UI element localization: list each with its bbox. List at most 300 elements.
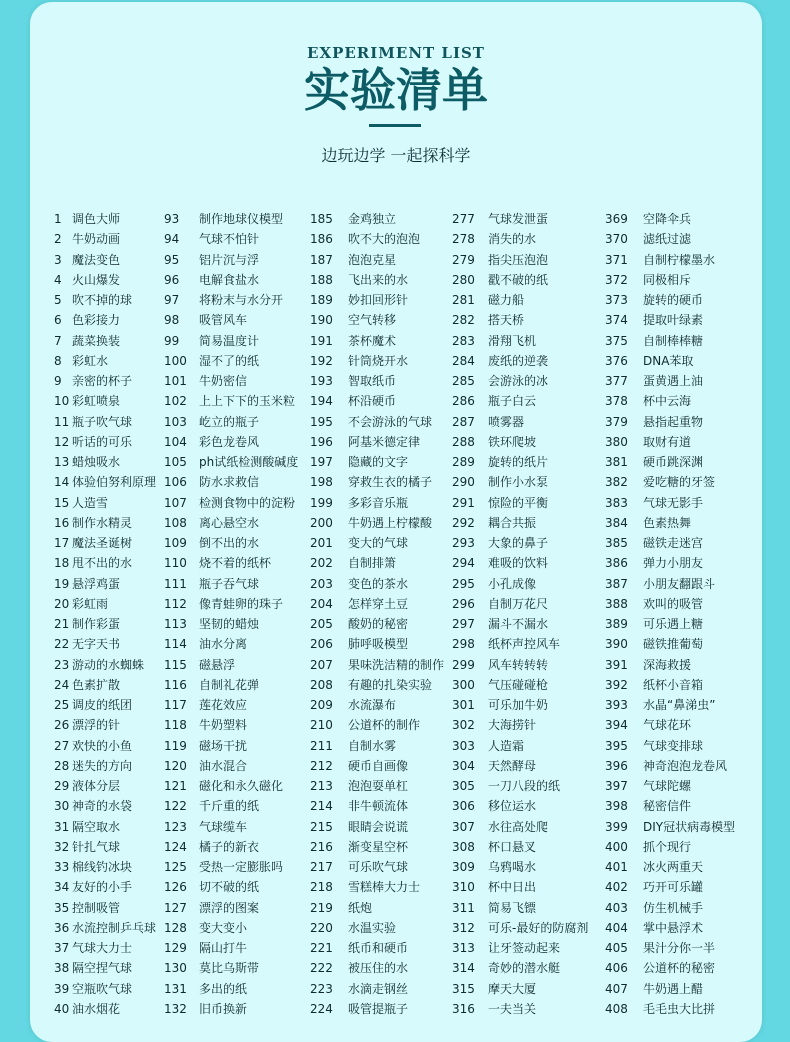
experiment-number: 202 [310,556,333,571]
experiment-number: 372 [605,272,628,287]
experiment-name: 制作地球仪模型 [199,212,284,226]
list-item [605,553,735,573]
experiment-number: 11 [54,414,70,429]
experiment-number: 299 [452,657,475,672]
list-item [310,675,444,695]
list-item [164,715,298,735]
experiment-name: 牛奶遇上柠檬酸 [348,515,433,530]
experiment-number: 385 [605,536,628,550]
experiment-number: 379 [605,414,628,429]
experiment-name: 牛奶动画 [72,232,121,247]
experiment-name: 铝片沉与浮 [199,252,260,267]
list-item [452,391,588,411]
list-item [164,310,298,330]
experiment-name: 奇妙的潜水艇 [488,961,561,976]
experiment-number: 223 [310,981,333,996]
page-title: 实验清单 [304,63,488,117]
experiment-name: 魔法圣诞树 [72,536,133,550]
list-item [310,979,444,999]
experiment-name: 旋转的硬币 [643,293,704,307]
experiment-name: 棉线钓冰块 [72,860,133,874]
list-item [310,371,444,391]
experiment-number: 31 [54,819,70,834]
experiment-name: 可乐-最好的防腐剂 [488,920,589,935]
experiment-number: 105 [164,455,187,469]
experiment-number: 22 [54,637,70,652]
experiment-column-2 [164,209,298,1019]
list-item [54,817,156,837]
list-item [54,229,156,249]
experiment-number: 391 [605,657,628,672]
list-item [54,574,156,594]
experiment-number: 381 [605,455,628,469]
experiment-name: 自制棒棒糖 [643,333,704,348]
experiment-number: 112 [164,596,187,611]
list-item [452,857,588,877]
list-item [164,918,298,938]
experiment-name: 飞出来的水 [348,272,409,287]
experiment-number: 13 [54,455,70,469]
experiment-number: 185 [310,212,333,226]
list-item [452,655,588,675]
experiment-number: 208 [310,677,333,692]
experiment-number: 302 [452,718,475,733]
experiment-number: 94 [164,232,180,247]
experiment-name: 针筒烧开水 [348,353,409,368]
experiment-number: 110 [164,556,187,571]
experiment-name: 消失的水 [488,232,537,247]
experiment-number: 191 [310,333,333,348]
experiment-name: 受热一定膨胀吗 [199,860,284,874]
experiment-number: 218 [310,880,333,895]
experiment-name: 取财有道 [643,434,692,449]
experiment-list-card [30,2,762,1042]
experiment-name: 旧币换新 [199,1001,248,1016]
experiment-number: 113 [164,617,187,631]
experiment-column-5 [605,209,735,1019]
experiment-name: 检测食物中的淀粉 [199,495,296,510]
experiment-name: 气球花环 [643,718,692,733]
experiment-number: 18 [54,556,70,571]
list-item [605,351,735,371]
experiment-name: 吹不掉的球 [72,293,133,307]
list-item [164,493,298,513]
experiment-number: 114 [164,637,187,652]
experiment-name: 磁铁推葡萄 [643,637,704,652]
list-item [452,594,588,614]
experiment-number: 3 [54,252,62,267]
experiment-name: 巧开可乐罐 [643,880,704,895]
experiment-name: 杯口悬叉 [488,839,537,854]
list-item [310,493,444,513]
experiment-number: 16 [54,515,70,530]
experiment-name: 倒不出的水 [199,536,260,550]
list-item [452,979,588,999]
experiment-name: DNA苯取 [643,353,694,368]
list-item [164,877,298,897]
experiment-name: 果味洗洁精的制作 [348,657,445,672]
list-item [164,229,298,249]
experiment-number: 303 [452,738,475,753]
list-item [605,290,735,310]
experiment-number: 280 [452,272,475,287]
experiment-number: 96 [164,272,180,287]
list-item [164,857,298,877]
list-item [605,999,735,1019]
list-item [54,432,156,452]
experiment-number: 392 [605,677,628,692]
list-item [54,796,156,816]
list-item [54,938,156,958]
experiment-number: 283 [452,333,475,348]
experiment-name: 吸管风车 [199,313,248,328]
list-item [54,837,156,857]
list-item [54,756,156,776]
list-item [452,675,588,695]
experiment-number: 371 [605,252,628,267]
list-item [605,979,735,999]
experiment-number: 216 [310,839,333,854]
experiment-number: 297 [452,617,475,631]
experiment-number: 100 [164,353,187,368]
experiment-name: 切不破的纸 [199,880,260,895]
experiment-number: 7 [54,333,62,348]
experiment-number: 400 [605,839,628,854]
experiment-number: 38 [54,961,70,976]
experiment-number: 382 [605,475,628,490]
experiment-name: 多出的纸 [199,981,248,996]
list-item [605,493,735,513]
experiment-number: 9 [54,374,62,388]
experiment-number: 314 [452,961,475,976]
list-item [310,331,444,351]
list-item [54,655,156,675]
experiment-number: 124 [164,839,187,854]
experiment-number: 128 [164,920,187,935]
list-item [54,209,156,229]
experiment-name: 气球陀螺 [643,779,692,793]
list-item [54,331,156,351]
experiment-name: 掌中悬浮术 [643,920,704,935]
experiment-name: 难吸的饮料 [488,556,549,571]
experiment-name: 神奇的水袋 [72,799,133,814]
experiment-number: 393 [605,698,628,712]
experiment-name: 智取纸币 [348,374,397,388]
experiment-name: 针扎气球 [72,839,121,854]
list-item [310,877,444,897]
experiment-name: 悬指起重物 [643,414,704,429]
experiment-number: 383 [605,495,628,510]
experiment-name: 抓个现行 [643,839,692,854]
experiment-number: 37 [54,941,70,955]
experiment-number: 406 [605,961,628,976]
experiment-number: 15 [54,495,70,510]
experiment-name: 油水混合 [199,758,248,773]
experiment-number: 129 [164,941,187,955]
experiment-number: 12 [54,434,70,449]
list-item [310,918,444,938]
experiment-name: 控制吸管 [72,900,121,915]
experiment-name: 杯中日出 [488,880,537,895]
list-item [605,857,735,877]
experiment-name: 气球不怕针 [199,232,260,247]
list-item [310,898,444,918]
experiment-name: 简易温度计 [199,333,260,348]
experiment-number: 107 [164,495,187,510]
experiment-name: 提取叶绿素 [643,313,704,328]
experiment-name: 像青蛙卵的珠子 [199,596,284,611]
experiment-number: 99 [164,333,180,348]
list-item [54,391,156,411]
experiment-number: 404 [605,920,628,935]
experiment-number: 28 [54,758,70,773]
experiment-name: 磁铁走迷宫 [643,536,704,550]
experiment-number: 307 [452,819,475,834]
experiment-name: 色彩接力 [72,313,121,328]
experiment-number: 207 [310,657,333,672]
experiment-name: ph试纸检测酸碱度 [199,455,299,469]
experiment-number: 289 [452,455,475,469]
experiment-number: 118 [164,718,187,733]
experiment-name: 屹立的瓶子 [199,414,260,429]
experiment-name: 油水分离 [199,637,248,652]
list-item [452,574,588,594]
experiment-number: 123 [164,819,187,834]
experiment-name: 隔空捏气球 [72,961,133,976]
experiment-number: 102 [164,394,187,409]
experiment-number: 312 [452,920,475,935]
experiment-number: 98 [164,313,180,328]
experiment-name: 人造霜 [488,738,525,753]
experiment-name: 乌鸦喝水 [488,860,537,874]
experiment-name: 磁力船 [488,293,525,307]
list-item [164,979,298,999]
experiment-name: 同极相斥 [643,272,692,287]
experiment-number: 27 [54,738,70,753]
list-item [605,331,735,351]
list-item [452,898,588,918]
experiment-number: 131 [164,981,187,996]
experiment-name: 彩虹水 [72,353,109,368]
list-item [605,452,735,472]
experiment-number: 2 [54,232,62,247]
experiment-name: 欢快的小鱼 [72,738,133,753]
experiment-number: 108 [164,515,187,530]
experiment-name: 莫比乌斯带 [199,961,260,976]
experiment-name: 油水烟花 [72,1001,121,1016]
experiment-name: 风车转转转 [488,657,549,672]
list-item [605,756,735,776]
experiment-name: 废纸的逆袭 [488,353,549,368]
experiment-name: 游动的水蜘蛛 [72,657,145,672]
list-item [452,553,588,573]
experiment-name: 滑翔飞机 [488,333,537,348]
experiment-name: 不会游泳的气球 [348,414,433,429]
experiment-number: 186 [310,232,333,247]
experiment-number: 310 [452,880,475,895]
list-item [310,391,444,411]
list-item [605,776,735,796]
experiment-number: 36 [54,920,70,935]
list-item [452,371,588,391]
experiment-name: 气球缆车 [199,819,248,834]
experiment-name: 水往高处爬 [488,819,549,834]
experiment-number: 316 [452,1001,475,1016]
experiment-name: 烧不着的纸杯 [199,556,272,571]
list-item [310,756,444,776]
list-item [54,351,156,371]
experiment-name: 小孔成像 [488,576,537,591]
experiment-number: 121 [164,779,187,793]
experiment-name: 戳不破的纸 [488,272,549,287]
list-item [452,796,588,816]
experiment-number: 204 [310,596,333,611]
list-item [605,715,735,735]
experiment-number: 311 [452,900,475,915]
experiment-name: 自制柠檬墨水 [643,252,716,267]
list-item [310,634,444,654]
list-item [605,412,735,432]
list-item [605,837,735,857]
experiment-name: 牛奶遇上醋 [643,981,704,996]
experiment-name: 防水求救信 [199,475,260,490]
experiment-number: 290 [452,475,475,490]
experiment-number: 224 [310,1001,333,1016]
list-item [54,493,156,513]
list-item [452,533,588,553]
experiment-name: 深海救援 [643,657,692,672]
experiment-name: 弹力小朋友 [643,556,704,571]
experiment-number: 277 [452,212,475,226]
experiment-name: 千斤重的纸 [199,799,260,814]
experiment-number: 279 [452,252,475,267]
list-item [605,391,735,411]
experiment-name: 人造雪 [72,495,109,510]
experiment-name: 上上下下的玉米粒 [199,394,296,409]
experiment-number: 192 [310,353,333,368]
list-item [452,837,588,857]
experiment-name: 眼睛会说谎 [348,819,409,834]
experiment-name: 水流控制乒乓球 [72,920,157,935]
experiment-number: 214 [310,799,333,814]
experiment-number: 395 [605,738,628,753]
list-item [310,837,444,857]
experiment-number: 189 [310,293,333,307]
experiment-name: 水温实验 [348,920,397,935]
list-item [452,250,588,270]
experiment-number: 215 [310,819,333,834]
experiment-name: 将粉末与水分开 [199,293,284,307]
experiment-number: 387 [605,576,628,591]
experiment-number: 384 [605,515,628,530]
experiment-name: 自制水雾 [348,738,397,753]
list-item [164,675,298,695]
list-item [605,594,735,614]
list-item [54,553,156,573]
list-item [310,250,444,270]
experiment-name: 泡泡耍单杠 [348,779,409,793]
experiment-name: 可乐加牛奶 [488,698,549,712]
experiment-name: 纸杯小音箱 [643,677,704,692]
experiment-number: 125 [164,860,187,874]
list-item [310,776,444,796]
experiment-name: 瓶子白云 [488,394,537,409]
list-item [164,594,298,614]
list-item [164,817,298,837]
experiment-name: 让牙签动起来 [488,941,561,955]
experiment-name: 穿救生衣的橘子 [348,475,433,490]
list-item [605,695,735,715]
experiment-name: 泡泡克星 [348,252,397,267]
experiment-number: 198 [310,475,333,490]
experiment-column-4 [452,209,588,1019]
experiment-name: 磁化和永久磁化 [199,779,284,793]
subtitle: 边玩边学 一起探科学 [321,146,471,165]
experiment-number: 285 [452,374,475,388]
list-item [54,614,156,634]
experiment-number: 5 [54,293,62,307]
list-item [605,533,735,553]
experiment-name: 变色的茶水 [348,576,409,591]
list-item [452,270,588,290]
list-item [54,877,156,897]
list-item [310,695,444,715]
list-item [54,898,156,918]
experiment-number: 111 [164,576,187,591]
experiment-number: 220 [310,920,333,935]
experiment-number: 376 [605,353,628,368]
experiment-number: 389 [605,617,628,631]
list-item [54,776,156,796]
list-item [164,432,298,452]
experiment-name: 滤纸过滤 [643,232,692,247]
experiment-number: 370 [605,232,628,247]
list-item [54,918,156,938]
experiment-number: 29 [54,779,70,793]
list-item [310,614,444,634]
experiment-number: 408 [605,1001,628,1016]
list-item [164,371,298,391]
experiment-number: 32 [54,839,70,854]
experiment-name: 喷雾器 [488,414,525,429]
list-item [310,553,444,573]
experiment-number: 292 [452,515,475,530]
list-item [164,614,298,634]
experiment-number: 287 [452,414,475,429]
experiment-number: 26 [54,718,70,733]
experiment-name: 吸管提瓶子 [348,1001,409,1016]
experiment-number: 386 [605,556,628,571]
experiment-number: 313 [452,941,475,955]
experiment-name: 纸币和硬币 [348,941,409,955]
experiment-number: 101 [164,374,187,388]
experiment-number: 187 [310,252,333,267]
experiment-number: 315 [452,981,475,996]
experiment-name: 水滴走钢丝 [348,981,409,996]
list-item [605,898,735,918]
list-item [452,493,588,513]
experiment-name: 仿生机械手 [643,900,704,915]
experiment-number: 398 [605,799,628,814]
list-item [310,594,444,614]
experiment-name: 橘子的新衣 [199,839,260,854]
experiment-name: 牛奶塑料 [199,718,248,733]
list-item [310,310,444,330]
experiment-number: 388 [605,596,628,611]
experiment-number: 30 [54,799,70,814]
list-item [310,452,444,472]
experiment-number: 222 [310,961,333,976]
